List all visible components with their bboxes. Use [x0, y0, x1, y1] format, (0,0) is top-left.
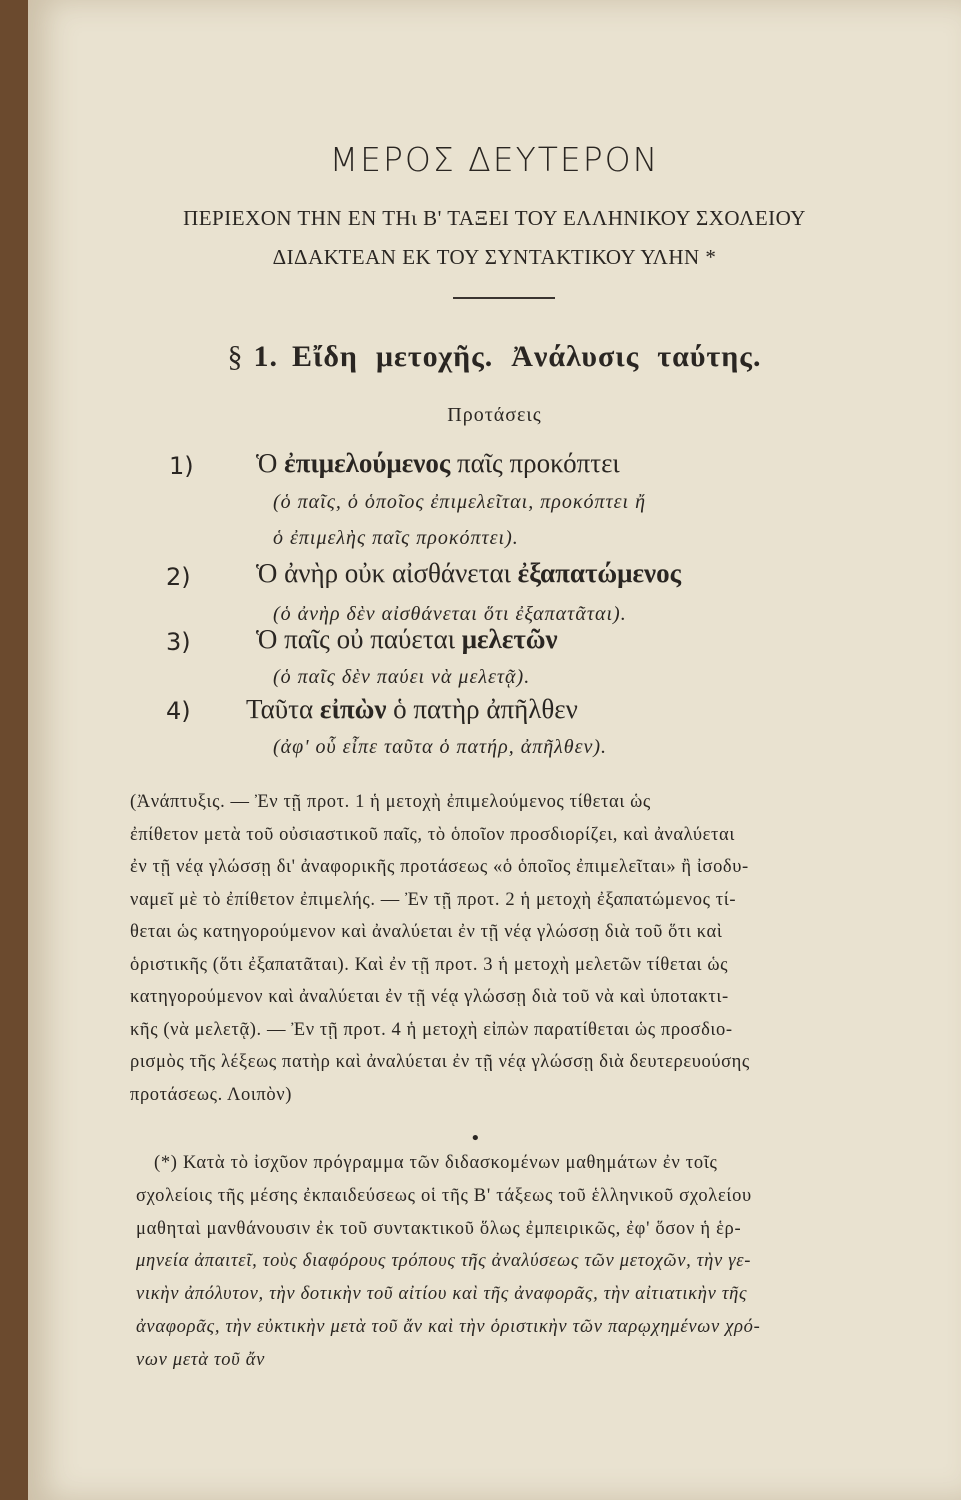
gloss-line: (ὁ ἀνὴρ δὲν αἰσθάνεται ὅτι ἐξαπατᾶται).: [273, 603, 627, 625]
divider-rule: [453, 297, 555, 299]
footnote-line: νικὴν ἀπόλυτον, τὴν δοτικὴν τοῦ αἰτίου καὶ τῆς ἀναφορᾶς, τὴν αἰτιατικὴν τῆς: [136, 1284, 748, 1305]
analysis-line: ἐν τῇ νέᾳ γλώσσῃ δι' ἀναφορικῆς προτάσεως «ὁ ὁποῖος ἐπιμελεῖται» ἢ ἰσοδυ-: [130, 857, 749, 877]
section-symbol: §: [227, 340, 244, 373]
sentence-number: 4): [166, 697, 191, 725]
sentence-text-part: Ὁ ἀνὴρ οὐκ αἰσθάνεται: [256, 558, 518, 588]
part-title: ΜΕΡΟΣ ΔΕΥΤΕΡΟΝ: [329, 140, 660, 179]
sentence-text: [256, 624, 558, 655]
footnote-line: νων μετὰ τοῦ ἄν: [136, 1349, 266, 1370]
gloss-line: (ὁ παῖς δὲν παύει νὰ μελετᾷ).: [273, 666, 531, 688]
gloss-line: (ὁ παῖς, ὁ ὁποῖος ἐπιμελεῖται, προκόπτει ἤ: [273, 491, 646, 513]
gloss-line: ὁ ἐπιμελὴς παῖς προκόπτει).: [273, 527, 519, 549]
sentence-text-part: ὁ πατὴρ ἀπῆλθεν: [386, 694, 578, 724]
analysis-line: κῆς (νὰ μελετᾷ). — Ἐν τῇ προτ. 4 ἡ μετοχὴ εἰπὼν παρατίθεται ὡς προσδιο-: [130, 1019, 733, 1040]
section-heading-word: μετοχῆς.: [375, 340, 494, 373]
analysis-line: θεται ὡς κατηγορούμενον καὶ ἀναλύεται ἐν τῇ νέᾳ γλώσσῃ διὰ τοῦ ὅτι καὶ: [130, 922, 723, 942]
book-page: [28, 0, 961, 1500]
participle: μελετῶν: [461, 624, 558, 654]
sentence-text-part: Ὁ παῖς οὐ παύεται: [256, 624, 462, 654]
footnote-line: (*) Κατὰ τὸ ἰσχῦον πρόγραμμα τῶν διδασκομένων μαθημάτων ἐν τοῖς: [154, 1153, 718, 1173]
analysis-line: ἐπίθετον μετὰ τοῦ οὐσιαστικοῦ παῖς, τὸ ὁποῖον προσδιορίζει, καὶ ἀναλύεται: [130, 824, 735, 845]
sentence-text: [256, 448, 620, 479]
section-heading-word: ταύτης.: [657, 340, 762, 373]
footnote: [136, 1147, 898, 1377]
section-heading: [28, 340, 961, 374]
participle: ἐξαπατώμενος: [517, 558, 681, 588]
subtitle-line-2: ΔΙΔΑΚΤΕΑΝ ΕΚ ΤΟΥ ΣΥΝΤΑΚΤΙΚΟΥ ΥΛΗΝ *: [272, 245, 717, 269]
analysis-line: ναμεῖ μὲ τὸ ἐπίθετον ἐπιμελής. — Ἐν τῇ προτ. 2 ἡ μετοχὴ ἐξαπατώμενος τί-: [130, 889, 737, 910]
analysis-line: κατηγορούμενον καὶ ἀναλύεται ἐν τῇ νέᾳ γλώσσῃ διὰ τοῦ νὰ καὶ ὑποτακτι-: [130, 987, 729, 1007]
sentence-text-part: παῖς προκόπτει: [450, 448, 620, 478]
footnote-line: μαθηταὶ μανθάνουσιν ἐκ τοῦ συντακτικοῦ ὅλως ἐμπειρικῶς, ἐφ' ὅσον ἡ ἑρ-: [136, 1218, 742, 1239]
section-heading-word: Ἀνάλυσις: [511, 340, 640, 373]
protaseis-label: Προτάσεις: [447, 404, 542, 426]
section-heading-word: Εἴδη: [292, 340, 358, 373]
participle: ἐπιμελούμενος: [284, 448, 451, 478]
footnote-marker-dot: •: [470, 1128, 481, 1149]
analysis-line: προτάσεως. Λοιπὸν): [130, 1084, 292, 1105]
subtitle-line-1: ΠΕΡΙΕΧΟΝ ΤΗΝ ΕΝ ΤΗι Β' ΤΑΞΕΙ ΤΟΥ ΕΛΛΗΝΙΚΟΥ ΣΧΟΛΕΙΟΥ: [183, 206, 806, 230]
sentence-text: [246, 694, 578, 725]
footnote-line: σχολείοις τῆς μέσης ἐκπαιδεύσεως οἱ τῆς Β' τάξεως τοῦ ἑλληνικοῦ σχολείου: [136, 1185, 752, 1206]
sentence-number: 1): [169, 452, 194, 480]
sentence-number: 2): [166, 563, 191, 591]
gloss-line: (ἀφ' οὗ εἶπε ταῦτα ὁ πατήρ, ἀπῆλθεν).: [273, 736, 608, 758]
sentence-text: [256, 558, 681, 589]
analysis-paragraph: [130, 786, 890, 1111]
sentence-text-part: Ταῦτα: [246, 694, 320, 724]
analysis-line: ὁριστικῆς (ὅτι ἐξαπατᾶται). Καὶ ἐν τῇ προτ. 3 ἡ μετοχὴ μελετῶν τίθεται ὡς: [130, 954, 729, 975]
analysis-line: (Ἀνάπτυξις. — Ἐν τῇ προτ. 1 ἡ μετοχὴ ἐπιμελούμενος τίθεται ὡς: [130, 792, 651, 812]
sentence-text-part: Ὁ: [256, 448, 285, 478]
participle: εἰπὼν: [319, 694, 387, 724]
sentence-number: 3): [166, 628, 191, 656]
footnote-line: ἀναφορᾶς, τὴν εὐκτικὴν μετὰ τοῦ ἄν καὶ τὴν ὁριστικὴν τῶν παρῳχημένων χρό-: [136, 1316, 761, 1337]
footnote-line: μηνεία ἀπαιτεῖ, τοὺς διαφόρους τρόπους τῆς ἀναλύσεως τῶν μετοχῶν, τὴν γε-: [136, 1251, 752, 1272]
analysis-line: ρισμὸς τῆς λέξεως πατὴρ καὶ ἀναλύεται ἐν τῇ νέᾳ γλώσσῃ διὰ δευτερευούσης: [130, 1052, 750, 1072]
section-number: 1.: [253, 340, 279, 373]
